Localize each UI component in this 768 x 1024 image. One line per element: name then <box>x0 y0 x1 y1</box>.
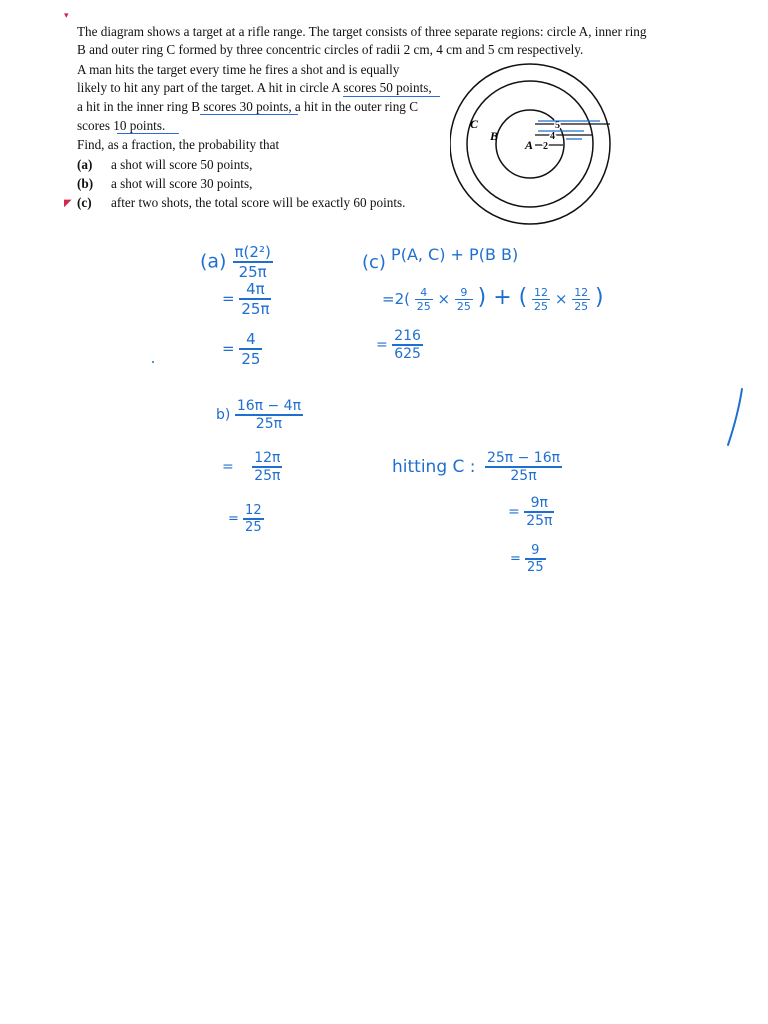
pen-dot <box>152 361 154 363</box>
label-a: A <box>525 138 534 152</box>
work-c-step2: =2( $\frac{4}{25}$ × $\frac{9}{25}$ ) + ( $\frac{12}{25}$ × $\frac{12}{25}$ ) <box>382 285 604 313</box>
work-a-step1: (a) $\frac{\text{π(2²)}}{25\pi}$ <box>200 243 271 281</box>
underline-mark <box>117 133 179 134</box>
question-line-3: A man hits the target every time he fires a shot and is equally <box>77 62 400 77</box>
underline-mark <box>343 96 440 97</box>
work-c-step3: = $\frac{216}{625}$ <box>376 328 421 362</box>
work-a-step2: = $\frac{4\pi}{25\pi}$ <box>222 280 270 318</box>
work-b-label: b) <box>216 407 231 423</box>
part-a: (a) a shot will score 50 points, <box>77 157 253 172</box>
target-diagram <box>450 60 620 235</box>
work-hit-c-step2: = $\frac{9\pi}{25\pi}$ <box>508 495 553 529</box>
question-line-6: scores 10 points. <box>77 118 166 133</box>
question-line-1: The diagram shows a target at a rifle range. The target consists of three separate regions: circle A, inner ring <box>77 24 647 39</box>
margin-mark: ▾ <box>64 10 69 20</box>
work-c-step1: (c) P(A, C) + P(B B) <box>362 245 519 273</box>
question-line-2: B and outer ring C formed by three concentric circles of radii 2 cm, 4 cm and 5 cm respectively. <box>77 42 584 57</box>
work-a-label: (a) <box>200 250 227 273</box>
work-b-step3: = $\frac{12}{25}$ <box>228 503 262 535</box>
work-b-step1: b) $\frac{16\pi - 4\pi}{25\pi}$ <box>216 398 302 432</box>
radius-a-value: 2 <box>543 141 548 152</box>
underline-mark <box>200 114 298 115</box>
part-c: (c) after two shots, the total score will be exactly 60 points. <box>77 195 406 210</box>
radius-b-value: 4 <box>550 131 555 142</box>
label-b: B <box>490 129 499 143</box>
question-line-4: likely to hit any part of the target. A hit in circle A scores 50 points, <box>77 80 432 95</box>
question-line-5: a hit in the inner ring B scores 30 points, a hit in the outer ring C <box>77 99 418 114</box>
pen-stroke <box>720 385 750 455</box>
work-c-label: (c) <box>362 252 386 273</box>
part-b: (b) a shot will score 30 points, <box>77 176 253 191</box>
work-hit-c-step3: = $\frac{9}{25}$ <box>510 543 544 575</box>
work-hit-c-step1: hitting C : $\frac{25\pi - 16\pi}{25\pi}$ <box>392 450 561 484</box>
work-a-step3: = $\frac{4}{25}$ <box>222 330 261 368</box>
radius-c-value: 5 <box>555 120 560 131</box>
hit-c-label: hitting C : <box>392 457 476 477</box>
margin-mark: ◤ <box>64 198 72 209</box>
label-c: C <box>470 117 479 131</box>
question-line-7: Find, as a fraction, the probability that <box>77 137 280 152</box>
work-b-step2: = $\frac{12\pi}{25\pi}$ <box>222 450 281 484</box>
